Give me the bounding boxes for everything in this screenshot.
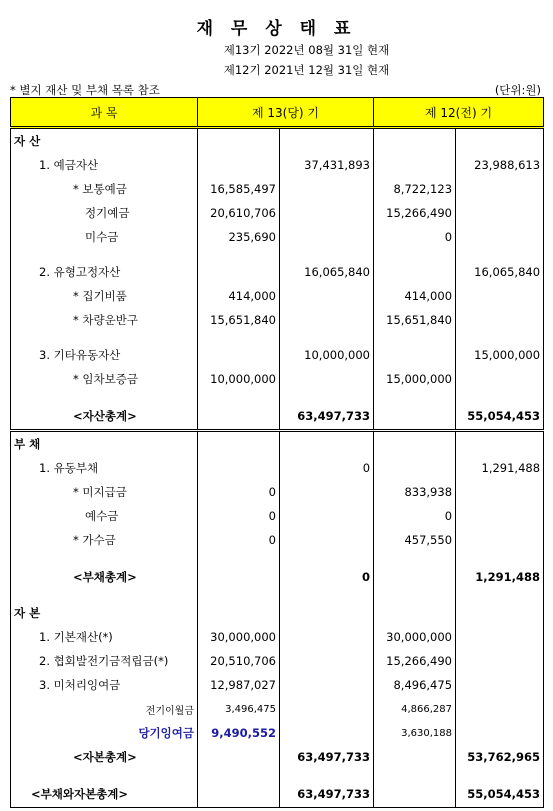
group-total-previous: 15,000,000 xyxy=(456,343,544,367)
item-previous: 15,266,490 xyxy=(374,649,456,673)
item-previous: 15,266,490 xyxy=(374,201,456,225)
spacer-row xyxy=(11,552,544,563)
sub-item-current: 3,496,475 xyxy=(198,697,280,721)
unit-label: (단위:원) xyxy=(494,83,541,97)
group-label: 2. 유형고정자산 xyxy=(11,260,198,284)
group-label: 1. 예금자산 xyxy=(11,153,198,177)
total-row-equity xyxy=(11,745,544,769)
item-previous: 15,651,840 xyxy=(374,308,456,332)
total-current: 0 xyxy=(280,563,374,590)
item-previous: 8,496,475 xyxy=(374,673,456,697)
table-row xyxy=(11,721,544,745)
item-previous: 833,938 xyxy=(374,480,456,504)
item-label: 정기예금 xyxy=(11,201,198,225)
total-row-assets xyxy=(11,402,544,431)
sub-item-current-highlight: 9,490,552 xyxy=(198,721,280,745)
table-row xyxy=(11,308,544,332)
total-row-liabilities xyxy=(11,563,544,590)
item-label: 미수금 xyxy=(11,225,198,249)
group-total-previous: 16,065,840 xyxy=(456,260,544,284)
item-previous: 0 xyxy=(374,504,456,528)
sub-item-previous: 4,866,287 xyxy=(374,697,456,721)
total-label: <부채총계> xyxy=(11,563,198,590)
balance-sheet-table xyxy=(10,97,544,808)
total-current: 63,497,733 xyxy=(280,402,374,431)
item-label: 예수금 xyxy=(11,504,198,528)
item-current: 16,585,497 xyxy=(198,177,280,201)
table-row xyxy=(11,284,544,308)
item-current: 414,000 xyxy=(198,284,280,308)
total-previous: 1,291,488 xyxy=(456,563,544,590)
table-row xyxy=(11,480,544,504)
reference-note: * 별지 재산 및 부채 목록 참조 xyxy=(10,83,160,97)
table-row xyxy=(11,456,544,480)
table-row xyxy=(11,367,544,391)
table-row xyxy=(11,625,544,649)
column-header-previous: 제 12(전) 기 xyxy=(374,98,544,128)
equity-item-label: 1. 기본재산(*) xyxy=(11,625,198,649)
item-label: * 임차보증금 xyxy=(11,367,198,391)
total-previous: 55,054,453 xyxy=(456,402,544,431)
item-label: * 미지급금 xyxy=(11,480,198,504)
item-previous: 15,000,000 xyxy=(374,367,456,391)
group-total-current: 10,000,000 xyxy=(280,343,374,367)
period-current: 제13기 2022년 08월 31일 현재 xyxy=(223,43,390,57)
equity-item-label: 2. 협회발전기금적립금(*) xyxy=(11,649,198,673)
total-previous: 53,762,965 xyxy=(456,745,544,769)
section-label: 자 산 xyxy=(11,128,198,154)
item-label: * 가수금 xyxy=(11,528,198,552)
table-row xyxy=(11,504,544,528)
grand-total-row xyxy=(11,780,544,808)
section-heading-liabilities xyxy=(11,431,544,457)
total-current: 63,497,733 xyxy=(280,745,374,769)
period-previous: 제12기 2021년 12월 31일 현재 xyxy=(223,63,390,77)
spacer-row xyxy=(11,769,544,780)
item-current: 30,000,000 xyxy=(198,625,280,649)
total-label: <자산총계> xyxy=(11,402,198,431)
table-row xyxy=(11,528,544,552)
item-current: 15,651,840 xyxy=(198,308,280,332)
item-previous: 0 xyxy=(374,225,456,249)
section-label: 자 본 xyxy=(11,601,198,625)
item-current: 0 xyxy=(198,504,280,528)
table-row xyxy=(11,673,544,697)
grand-total-label: <부채와자본총계> xyxy=(11,780,198,808)
item-previous: 414,000 xyxy=(374,284,456,308)
item-current: 20,610,706 xyxy=(198,201,280,225)
group-total-current: 0 xyxy=(280,456,374,480)
table-row xyxy=(11,649,544,673)
item-current: 0 xyxy=(198,528,280,552)
sub-item-previous: 3,630,188 xyxy=(374,721,456,745)
table-row xyxy=(11,201,544,225)
item-current: 235,690 xyxy=(198,225,280,249)
group-total-current: 16,065,840 xyxy=(280,260,374,284)
group-total-previous: 1,291,488 xyxy=(456,456,544,480)
spacer-row xyxy=(11,391,544,402)
item-label: * 집기비품 xyxy=(11,284,198,308)
column-header-account: 과 목 xyxy=(11,98,198,128)
table-row xyxy=(11,260,544,284)
table-row xyxy=(11,225,544,249)
grand-total-current: 63,497,733 xyxy=(280,780,374,808)
item-label: * 차량운반구 xyxy=(11,308,198,332)
group-label: 3. 기타유동자산 xyxy=(11,343,198,367)
sub-item-label-highlight: 당기잉여금 xyxy=(11,721,198,745)
spacer-row xyxy=(11,590,544,601)
sub-item-label: 전기이월금 xyxy=(11,697,198,721)
document-title: 재 무 상 태 표 xyxy=(196,19,357,39)
group-total-previous: 23,988,613 xyxy=(456,153,544,177)
table-row xyxy=(11,697,544,721)
group-total-current: 37,431,893 xyxy=(280,153,374,177)
item-current: 20,510,706 xyxy=(198,649,280,673)
group-label: 1. 유동부채 xyxy=(11,456,198,480)
spacer-row xyxy=(11,249,544,260)
item-current: 0 xyxy=(198,480,280,504)
table-row xyxy=(11,153,544,177)
section-heading-assets xyxy=(11,128,544,154)
item-current: 12,987,027 xyxy=(198,673,280,697)
item-previous: 8,722,123 xyxy=(374,177,456,201)
item-previous: 457,550 xyxy=(374,528,456,552)
spacer-row xyxy=(11,332,544,343)
item-current: 10,000,000 xyxy=(198,367,280,391)
total-label: <자본총계> xyxy=(11,745,198,769)
section-label: 부 채 xyxy=(11,431,198,457)
grand-total-previous: 55,054,453 xyxy=(456,780,544,808)
table-header-row xyxy=(11,98,544,128)
table-row xyxy=(11,177,544,201)
item-previous: 30,000,000 xyxy=(374,625,456,649)
equity-item-label: 3. 미처리잉여금 xyxy=(11,673,198,697)
section-heading-equity xyxy=(11,601,544,625)
table-row xyxy=(11,343,544,367)
column-header-current: 제 13(당) 기 xyxy=(198,98,374,128)
item-label: * 보통예금 xyxy=(11,177,198,201)
